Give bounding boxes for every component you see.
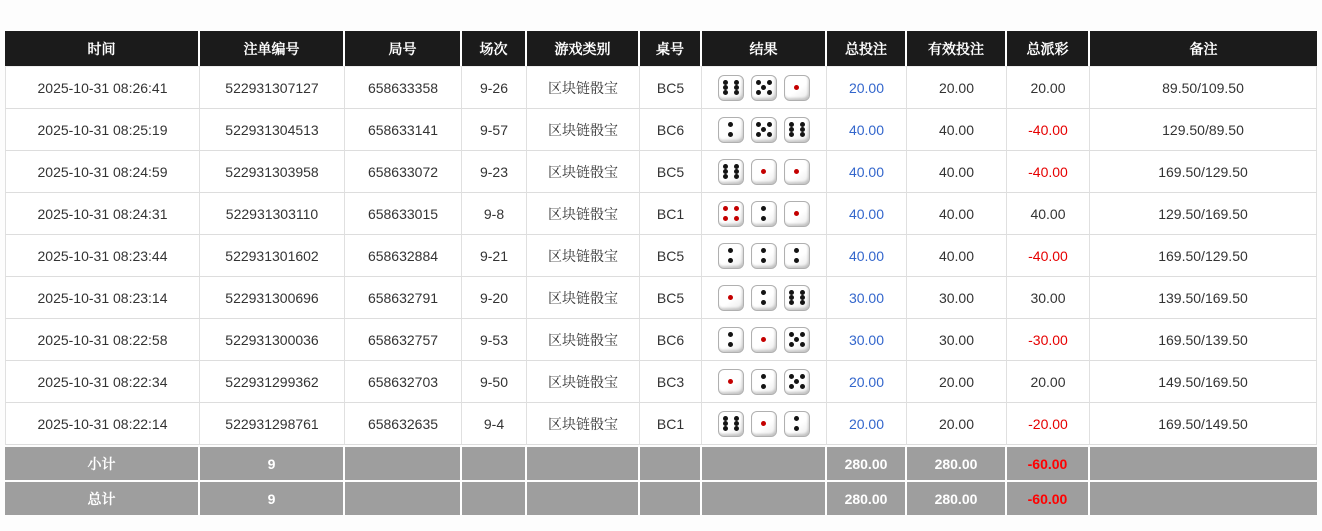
- cell-table-no: BC6: [640, 319, 702, 361]
- footer-valid-bet: 280.00: [907, 445, 1007, 480]
- cell-game-type: 区块链骰宝: [527, 66, 640, 109]
- footer-valid-bet: 280.00: [907, 480, 1007, 515]
- die-pip: [723, 85, 728, 90]
- cell-round-id: 658632635: [345, 403, 462, 445]
- footer-empty-game: [527, 480, 640, 515]
- die-pip: [794, 426, 799, 431]
- die-pip: [728, 379, 733, 384]
- die-pip: [761, 374, 766, 379]
- die-pip: [800, 295, 805, 300]
- die-1: [751, 159, 777, 185]
- cell-remark: 89.50/109.50: [1090, 66, 1317, 109]
- die-pip: [794, 337, 799, 342]
- cell-bet-id: 522931301602: [200, 235, 345, 277]
- table-row: [5, 109, 1317, 151]
- cell-valid-bet: 30.00: [907, 277, 1007, 319]
- die-pip: [761, 421, 766, 426]
- die-pip: [728, 248, 733, 253]
- cell-table-no: BC5: [640, 151, 702, 193]
- cell-remark: 169.50/139.50: [1090, 319, 1317, 361]
- cell-bet-id: 522931307127: [200, 66, 345, 109]
- die-2: [718, 243, 744, 269]
- cell-total-bet[interactable]: 40.00: [827, 151, 907, 193]
- cell-table-no: BC3: [640, 361, 702, 403]
- dice-result: [702, 201, 826, 227]
- die-pip: [761, 290, 766, 295]
- cell-total-bet[interactable]: 40.00: [827, 193, 907, 235]
- footer-label: 总计: [5, 480, 200, 515]
- cell-game-type: 区块链骰宝: [527, 193, 640, 235]
- footer-empty-session: [462, 480, 527, 515]
- col-header-round_id: 局号: [345, 31, 462, 66]
- cell-game-type: 区块链骰宝: [527, 361, 640, 403]
- cell-payout: 30.00: [1007, 277, 1090, 319]
- die-6: [784, 285, 810, 311]
- cell-table-no: BC5: [640, 66, 702, 109]
- cell-time: 2025-10-31 08:22:34: [5, 361, 200, 403]
- cell-time: 2025-10-31 08:26:41: [5, 66, 200, 109]
- die-pip: [761, 248, 766, 253]
- die-pip: [734, 421, 739, 426]
- die-1: [718, 369, 744, 395]
- table-row: [5, 193, 1317, 235]
- cell-table-no: BC1: [640, 193, 702, 235]
- die-pip: [756, 132, 761, 137]
- col-header-payout: 总派彩: [1007, 31, 1090, 66]
- die-pip: [756, 80, 761, 85]
- die-2: [751, 243, 777, 269]
- die-pip: [728, 258, 733, 263]
- die-pip: [734, 85, 739, 90]
- cell-table-no: BC1: [640, 403, 702, 445]
- die-pip: [789, 300, 794, 305]
- cell-game-type: 区块链骰宝: [527, 235, 640, 277]
- cell-result: [702, 109, 827, 151]
- die-pip: [761, 337, 766, 342]
- col-header-result: 结果: [702, 31, 827, 66]
- cell-round-id: 658632703: [345, 361, 462, 403]
- cell-total-bet[interactable]: 20.00: [827, 361, 907, 403]
- table-row: [5, 235, 1317, 277]
- die-pip: [728, 342, 733, 347]
- footer-remark: [1090, 480, 1317, 515]
- cell-total-bet[interactable]: 30.00: [827, 277, 907, 319]
- cell-remark: 129.50/169.50: [1090, 193, 1317, 235]
- die-pip: [794, 416, 799, 421]
- die-5: [784, 369, 810, 395]
- table-row: [5, 66, 1317, 109]
- die-1: [784, 201, 810, 227]
- cell-result: [702, 193, 827, 235]
- die-pip: [789, 342, 794, 347]
- footer-empty-table: [640, 480, 702, 515]
- die-pip: [761, 206, 766, 211]
- die-pip: [734, 426, 739, 431]
- cell-time: 2025-10-31 08:25:19: [5, 109, 200, 151]
- cell-session: 9-21: [462, 235, 527, 277]
- cell-session: 9-53: [462, 319, 527, 361]
- cell-total-bet[interactable]: 20.00: [827, 403, 907, 445]
- cell-bet-id: 522931303958: [200, 151, 345, 193]
- die-pip: [800, 290, 805, 295]
- footer-total-bet: 280.00: [827, 445, 907, 480]
- die-pip: [767, 80, 772, 85]
- die-pip: [734, 206, 739, 211]
- cell-bet-id: 522931300696: [200, 277, 345, 319]
- die-pip: [728, 122, 733, 127]
- die-pip: [723, 80, 728, 85]
- col-header-table_no: 桌号: [640, 31, 702, 66]
- die-2: [751, 369, 777, 395]
- die-2: [784, 411, 810, 437]
- die-pip: [761, 300, 766, 305]
- dice-result: [702, 369, 826, 395]
- cell-table-no: BC5: [640, 235, 702, 277]
- footer-empty-table: [640, 445, 702, 480]
- col-header-game_type: 游戏类别: [527, 31, 640, 66]
- die-pip: [723, 206, 728, 211]
- die-2: [718, 117, 744, 143]
- cell-valid-bet: 20.00: [907, 66, 1007, 109]
- table-row: [5, 319, 1317, 361]
- col-header-total_bet: 总投注: [827, 31, 907, 66]
- cell-total-bet[interactable]: 40.00: [827, 235, 907, 277]
- cell-payout: 20.00: [1007, 66, 1090, 109]
- die-pip: [734, 164, 739, 169]
- cell-payout: -40.00: [1007, 151, 1090, 193]
- die-pip: [723, 426, 728, 431]
- die-pip: [728, 295, 733, 300]
- cell-valid-bet: 20.00: [907, 403, 1007, 445]
- die-pip: [734, 80, 739, 85]
- cell-session: 9-8: [462, 193, 527, 235]
- col-header-time: 时间: [5, 31, 200, 66]
- cell-bet-id: 522931303110: [200, 193, 345, 235]
- die-pip: [734, 416, 739, 421]
- cell-session: 9-20: [462, 277, 527, 319]
- die-pip: [723, 216, 728, 221]
- footer-empty-session: [462, 445, 527, 480]
- cell-round-id: 658633358: [345, 66, 462, 109]
- die-pip: [800, 122, 805, 127]
- dice-result: [702, 159, 826, 185]
- col-header-bet_id: 注单编号: [200, 31, 345, 66]
- die-pip: [800, 342, 805, 347]
- die-pip: [789, 290, 794, 295]
- die-pip: [789, 122, 794, 127]
- die-pip: [789, 295, 794, 300]
- die-pip: [794, 379, 799, 384]
- die-pip: [794, 169, 799, 174]
- cell-remark: 169.50/129.50: [1090, 151, 1317, 193]
- cell-remark: 169.50/149.50: [1090, 403, 1317, 445]
- cell-round-id: 658632757: [345, 319, 462, 361]
- dice-result: [702, 285, 826, 311]
- die-pip: [767, 90, 772, 95]
- die-pip: [800, 132, 805, 137]
- die-pip: [728, 132, 733, 137]
- die-pip: [789, 127, 794, 132]
- cell-time: 2025-10-31 08:22:58: [5, 319, 200, 361]
- cell-result: [702, 361, 827, 403]
- die-5: [751, 75, 777, 101]
- die-pip: [800, 384, 805, 389]
- footer-remark: [1090, 445, 1317, 480]
- dice-result: [702, 75, 826, 101]
- die-5: [784, 327, 810, 353]
- footer-total-bet: 280.00: [827, 480, 907, 515]
- cell-total-bet[interactable]: 20.00: [827, 66, 907, 109]
- table-row: [5, 277, 1317, 319]
- cell-time: 2025-10-31 08:22:14: [5, 403, 200, 445]
- cell-payout: 40.00: [1007, 193, 1090, 235]
- subtotal-row: [5, 445, 1317, 480]
- cell-valid-bet: 40.00: [907, 109, 1007, 151]
- cell-game-type: 区块链骰宝: [527, 151, 640, 193]
- die-pip: [794, 248, 799, 253]
- die-pip: [789, 132, 794, 137]
- die-pip: [723, 90, 728, 95]
- cell-valid-bet: 40.00: [907, 151, 1007, 193]
- cell-remark: 169.50/129.50: [1090, 235, 1317, 277]
- die-pip: [789, 374, 794, 379]
- cell-bet-id: 522931300036: [200, 319, 345, 361]
- col-header-remark: 备注: [1090, 31, 1317, 66]
- cell-table-no: BC6: [640, 109, 702, 151]
- die-pip: [734, 174, 739, 179]
- die-pip: [789, 332, 794, 337]
- die-1: [784, 159, 810, 185]
- footer-label: 小计: [5, 445, 200, 480]
- cell-result: [702, 151, 827, 193]
- cell-bet-id: 522931298761: [200, 403, 345, 445]
- die-1: [784, 75, 810, 101]
- die-pip: [723, 416, 728, 421]
- die-6: [718, 411, 744, 437]
- die-pip: [761, 169, 766, 174]
- cell-game-type: 区块链骰宝: [527, 277, 640, 319]
- die-pip: [723, 174, 728, 179]
- cell-session: 9-50: [462, 361, 527, 403]
- die-4: [718, 201, 744, 227]
- cell-result: [702, 235, 827, 277]
- dice-result: [702, 117, 826, 143]
- bet-records-table: [5, 31, 1317, 515]
- die-2: [751, 201, 777, 227]
- cell-session: 9-57: [462, 109, 527, 151]
- cell-round-id: 658633141: [345, 109, 462, 151]
- die-pip: [800, 127, 805, 132]
- cell-remark: 149.50/169.50: [1090, 361, 1317, 403]
- cell-valid-bet: 20.00: [907, 361, 1007, 403]
- cell-result: [702, 319, 827, 361]
- cell-game-type: 区块链骰宝: [527, 403, 640, 445]
- cell-remark: 129.50/89.50: [1090, 109, 1317, 151]
- cell-round-id: 658632791: [345, 277, 462, 319]
- footer-empty-result: [702, 445, 827, 480]
- die-1: [751, 327, 777, 353]
- die-6: [784, 117, 810, 143]
- die-pip: [800, 332, 805, 337]
- die-6: [718, 75, 744, 101]
- footer-count: 9: [200, 445, 345, 480]
- cell-valid-bet: 40.00: [907, 235, 1007, 277]
- cell-valid-bet: 40.00: [907, 193, 1007, 235]
- die-pip: [794, 85, 799, 90]
- die-pip: [756, 122, 761, 127]
- footer-payout: -60.00: [1007, 445, 1090, 480]
- die-pip: [761, 216, 766, 221]
- cell-game-type: 区块链骰宝: [527, 109, 640, 151]
- cell-session: 9-4: [462, 403, 527, 445]
- die-pip: [800, 374, 805, 379]
- die-pip: [723, 164, 728, 169]
- die-pip: [789, 384, 794, 389]
- footer-empty-game: [527, 445, 640, 480]
- cell-time: 2025-10-31 08:23:44: [5, 235, 200, 277]
- cell-time: 2025-10-31 08:24:31: [5, 193, 200, 235]
- die-pip: [767, 122, 772, 127]
- dice-result: [702, 243, 826, 269]
- die-1: [751, 411, 777, 437]
- cell-valid-bet: 30.00: [907, 319, 1007, 361]
- cell-result: [702, 403, 827, 445]
- cell-round-id: 658632884: [345, 235, 462, 277]
- cell-session: 9-26: [462, 66, 527, 109]
- die-pip: [756, 90, 761, 95]
- cell-total-bet[interactable]: 40.00: [827, 109, 907, 151]
- die-2: [718, 327, 744, 353]
- die-1: [718, 285, 744, 311]
- cell-payout: -30.00: [1007, 319, 1090, 361]
- cell-payout: -20.00: [1007, 403, 1090, 445]
- die-2: [784, 243, 810, 269]
- die-pip: [800, 300, 805, 305]
- cell-round-id: 658633072: [345, 151, 462, 193]
- cell-table-no: BC5: [640, 277, 702, 319]
- cell-round-id: 658633015: [345, 193, 462, 235]
- cell-game-type: 区块链骰宝: [527, 319, 640, 361]
- table-row: [5, 361, 1317, 403]
- cell-session: 9-23: [462, 151, 527, 193]
- die-pip: [794, 258, 799, 263]
- cell-result: [702, 66, 827, 109]
- col-header-valid_bet: 有效投注: [907, 31, 1007, 66]
- cell-result: [702, 277, 827, 319]
- die-pip: [734, 90, 739, 95]
- footer-empty-round: [345, 445, 462, 480]
- cell-time: 2025-10-31 08:23:14: [5, 277, 200, 319]
- cell-time: 2025-10-31 08:24:59: [5, 151, 200, 193]
- die-pip: [734, 169, 739, 174]
- die-pip: [723, 169, 728, 174]
- cell-payout: -40.00: [1007, 235, 1090, 277]
- footer-empty-result: [702, 480, 827, 515]
- die-pip: [728, 332, 733, 337]
- col-header-session: 场次: [462, 31, 527, 66]
- die-pip: [761, 85, 766, 90]
- table-row: [5, 403, 1317, 445]
- footer-count: 9: [200, 480, 345, 515]
- die-5: [751, 117, 777, 143]
- die-pip: [761, 384, 766, 389]
- die-pip: [723, 421, 728, 426]
- cell-bet-id: 522931299362: [200, 361, 345, 403]
- die-pip: [734, 216, 739, 221]
- table-row: [5, 151, 1317, 193]
- footer-payout: -60.00: [1007, 480, 1090, 515]
- die-2: [751, 285, 777, 311]
- die-6: [718, 159, 744, 185]
- die-pip: [794, 211, 799, 216]
- cell-payout: -40.00: [1007, 109, 1090, 151]
- table-header: [5, 31, 1317, 66]
- dice-result: [702, 411, 826, 437]
- header-row: [5, 31, 1317, 66]
- cell-remark: 139.50/169.50: [1090, 277, 1317, 319]
- die-pip: [767, 132, 772, 137]
- die-pip: [761, 258, 766, 263]
- table-body: [5, 66, 1317, 445]
- footer-empty-round: [345, 480, 462, 515]
- dice-result: [702, 327, 826, 353]
- die-pip: [761, 127, 766, 132]
- table-footer: [5, 445, 1317, 515]
- cell-bet-id: 522931304513: [200, 109, 345, 151]
- cell-payout: 20.00: [1007, 361, 1090, 403]
- cell-total-bet[interactable]: 30.00: [827, 319, 907, 361]
- grand-total-row: [5, 480, 1317, 515]
